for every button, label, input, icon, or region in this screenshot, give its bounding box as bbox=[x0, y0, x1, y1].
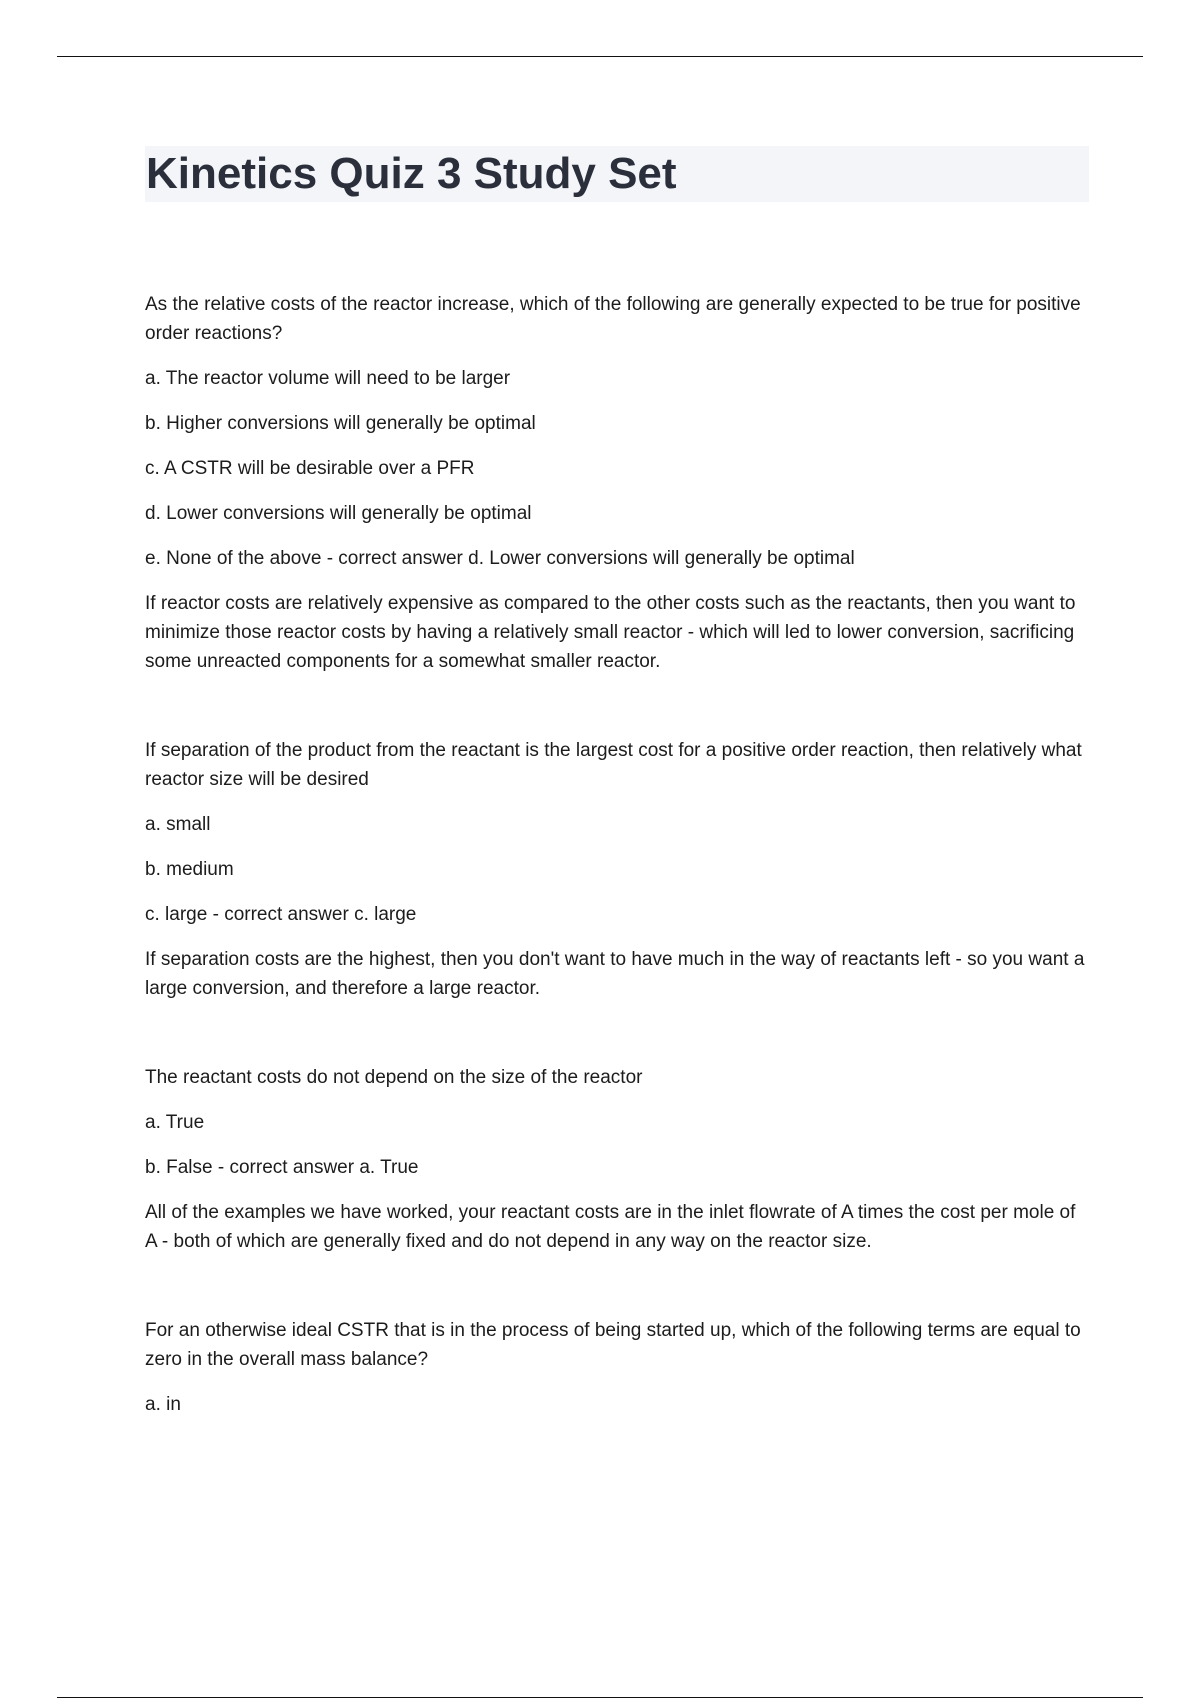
header-rule bbox=[57, 56, 1143, 57]
question-prompt: If separation of the product from the reactant is the largest cost for a positive order reaction, then relatively what reactor size will be desired bbox=[145, 740, 1082, 790]
answer-explanation: If separation costs are the highest, then you don't want to have much in the way of reactants left - so you want a large conversion, and therefore a large reactor. bbox=[145, 949, 1085, 999]
answer-option: c. A CSTR will be desirable over a PFR bbox=[145, 458, 475, 479]
answer-explanation: All of the examples we have worked, your reactant costs are in the inlet flowrate of A times the cost per mole of A - both of which are generally fixed and do not depend in any way on the reactor size. bbox=[145, 1202, 1076, 1252]
answer-option: c. large - correct answer c. large bbox=[145, 904, 417, 925]
answer-option: a. small bbox=[145, 814, 211, 835]
answer-option: a. The reactor volume will need to be larger bbox=[145, 368, 511, 389]
question-2 bbox=[145, 736, 1090, 1003]
answer-option: e. None of the above - correct answer d. Lower conversions will generally be optimal bbox=[145, 548, 855, 569]
question-list bbox=[145, 290, 1090, 1419]
answer-option: b. Higher conversions will generally be optimal bbox=[145, 413, 536, 434]
question-prompt: For an otherwise ideal CSTR that is in the process of being started up, which of the following terms are equal to zero in the overall mass balance? bbox=[145, 1320, 1081, 1370]
page-title: Kinetics Quiz 3 Study Set bbox=[146, 149, 677, 198]
question-prompt: As the relative costs of the reactor increase, which of the following are generally expected to be true for positive order reactions? bbox=[145, 294, 1081, 344]
answer-explanation: If reactor costs are relatively expensive as compared to the other costs such as the reactants, then you want to minimize those reactor costs by having a relatively small reactor - which will led to lower conversion, sacrificing some unreacted components for a somewhat smaller reactor. bbox=[145, 593, 1076, 672]
answer-option: b. medium bbox=[145, 859, 234, 880]
question-1 bbox=[145, 290, 1090, 676]
question-4 bbox=[145, 1316, 1090, 1419]
answer-option: d. Lower conversions will generally be optimal bbox=[145, 503, 532, 524]
footer-rule bbox=[57, 1697, 1143, 1698]
answer-option: a. in bbox=[145, 1394, 181, 1415]
answer-option: a. True bbox=[145, 1112, 205, 1133]
question-3 bbox=[145, 1063, 1090, 1256]
question-prompt: The reactant costs do not depend on the size of the reactor bbox=[145, 1067, 643, 1088]
answer-option: b. False - correct answer a. True bbox=[145, 1157, 419, 1178]
